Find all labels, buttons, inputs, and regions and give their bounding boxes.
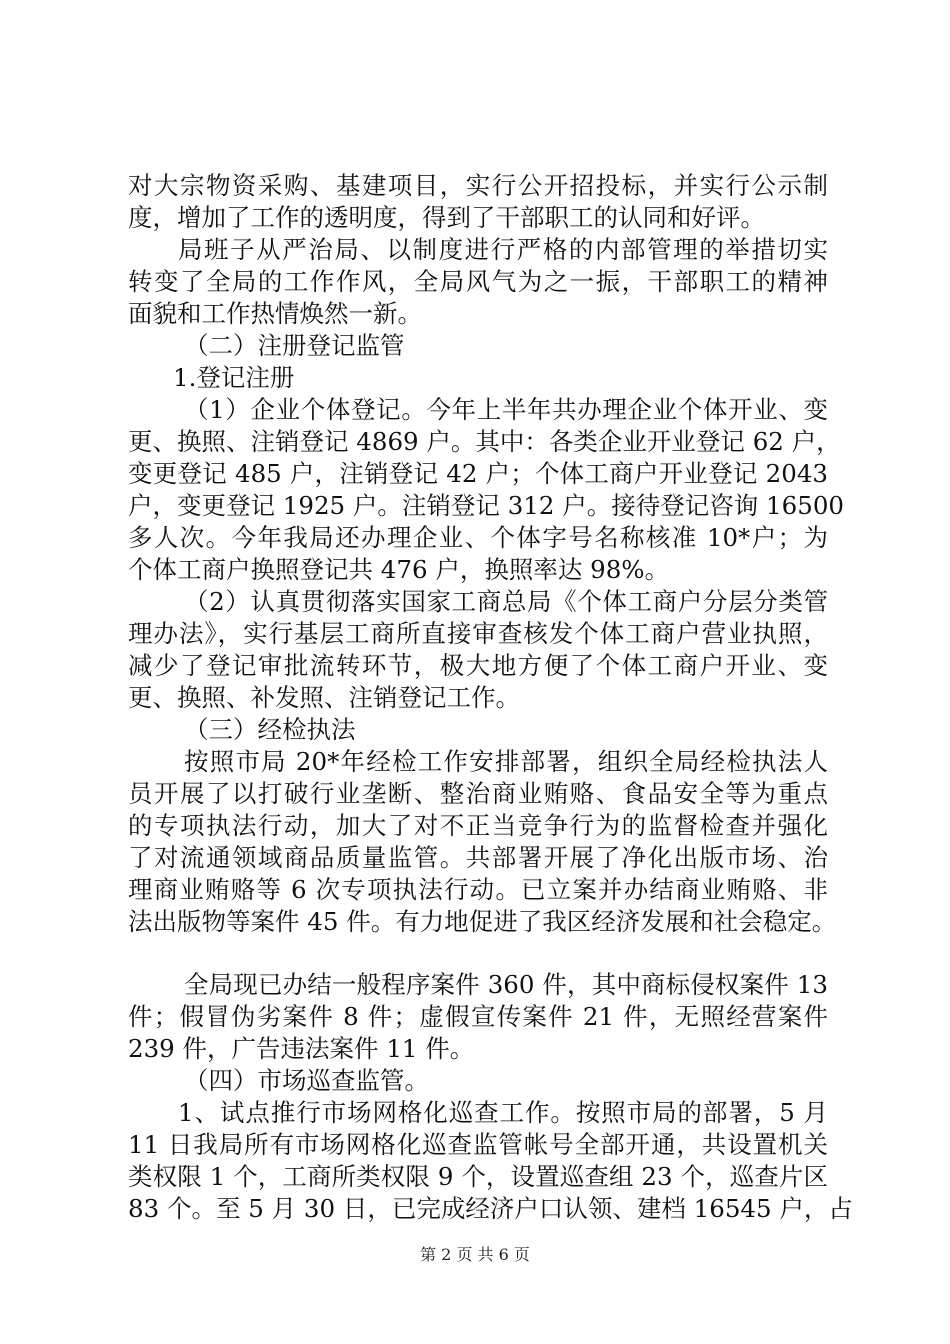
text-line: 理商业贿赂等 6 次专项执法行动。已立案并办结商业贿赂、非 — [128, 875, 828, 904]
section-heading: （二）注册登记监管 — [184, 331, 405, 360]
paragraph-gap — [128, 938, 828, 969]
text-line: 的专项执法行动，加大了对不正当竞争行为的监督检查并强化 — [128, 811, 828, 840]
section-heading: （三）经检执法 — [184, 715, 356, 744]
text-line: 83 个。至 5 月 30 日，已完成经济户口认领、建档 16545 户，占 — [128, 1194, 853, 1223]
text-line: 更、换照、注销登记 4869 户。其中：各类企业开业登记 62 户， — [128, 427, 841, 456]
paragraph-start-line: 局班子从严治局、以制度进行严格的内部管理的举措切实 — [178, 235, 828, 264]
text-line: 个体工商户换照登记共 476 户，换照率达 98%。 — [128, 555, 670, 584]
text-line: 变更登记 485 户，注销登记 42 户；个体工商户开业登记 2043 — [128, 459, 828, 488]
text-line: 更、换照、补发照、注销登记工作。 — [128, 683, 520, 712]
text-line: 对大宗物资采购、基建项目，实行公开招投标，并实行公示制 — [128, 171, 828, 200]
text-line: 度，增加了工作的透明度，得到了干部职工的认同和好评。 — [128, 203, 765, 232]
subsection-heading: 1.登记注册 — [173, 363, 295, 392]
text-line: 11 日我局所有市场网格化巡查监管帐号全部开通，共设置机关 — [128, 1130, 828, 1159]
paragraph-start-line: （1）企业个体登记。今年上半年共办理企业个体开业、变 — [184, 395, 828, 424]
text-line: 面貌和工作热情焕然一新。 — [128, 299, 422, 328]
text-line: 转变了全局的工作作风，全局风气为之一振，干部职工的精神 — [128, 267, 828, 296]
text-line: 减少了登记审批流转环节，极大地方便了个体工商户开业、变 — [128, 651, 828, 680]
paragraph-start-line: （2）认真贯彻落实国家工商总局《个体工商户分层分类管 — [184, 587, 828, 616]
document-body — [128, 170, 853, 1225]
paragraph-start-line: 按照市局 20*年经检工作安排部署，组织全局经检执法人 — [184, 747, 828, 776]
text-line: 了对流通领域商品质量监管。共部署开展了净化出版市场、治 — [128, 843, 828, 872]
text-line: 员开展了以打破行业垄断、整治商业贿赂、食品安全等为重点 — [128, 779, 828, 808]
text-line: 类权限 1 个，工商所类权限 9 个，设置巡查组 23 个，巡查片区 — [128, 1162, 828, 1191]
text-line: 件；假冒伪劣案件 8 件；虚假宣传案件 21 件，无照经营案件 — [128, 1002, 828, 1031]
text-line: 户，变更登记 1925 户。注销登记 312 户。接待登记咨询 16500 — [128, 491, 844, 520]
text-line: 法出版物等案件 45 件。有力地促进了我区经济发展和社会稳定。 — [128, 907, 837, 936]
page-number-footer: 第 2 页 共 6 页 — [420, 1245, 530, 1264]
section-heading: （四）市场巡查监管。 — [184, 1066, 429, 1095]
text-line: 239 件，广告违法案件 11 件。 — [128, 1034, 475, 1063]
text-line: 理办法》，实行基层工商所直接审查核发个体工商户营业执照， — [128, 619, 828, 648]
paragraph-start-line: 全局现已办结一般程序案件 360 件，其中商标侵权案件 13 — [184, 970, 828, 999]
paragraph-start-line: 1、试点推行市场网格化巡查工作。按照市局的部署，5 月 — [178, 1098, 828, 1127]
text-line: 多人次。今年我局还办理企业、个体字号名称核准 10*户；为 — [128, 523, 828, 552]
